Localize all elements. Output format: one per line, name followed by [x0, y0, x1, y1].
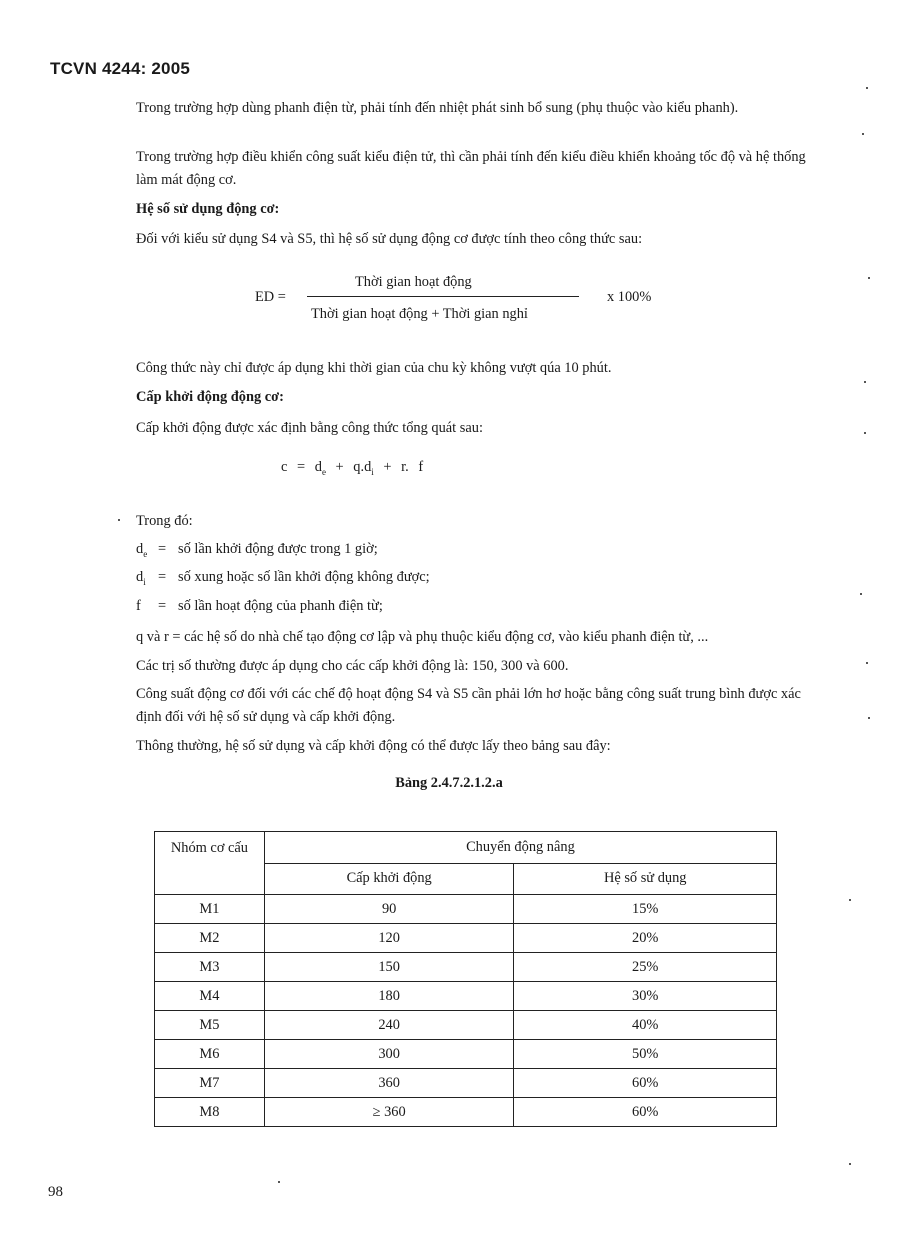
- table-header-start-class: Cấp khởi động: [264, 863, 514, 895]
- paragraph-usage-formula-intro: Đối với kiểu sử dụng S4 và S5, thì hệ số sử dụng động cơ được tính theo công thức sau:: [136, 231, 643, 247]
- scan-speck: [118, 519, 120, 521]
- formula-c-term-qdi: $q.d_i$: [353, 459, 374, 477]
- definition-text: số lần khởi động được trong 1 giờ;: [178, 541, 378, 557]
- paragraph-typical-values: Các trị số thường được áp dụng cho các cấp khởi động là: 150, 300 và 600.: [136, 658, 569, 674]
- definition-row: [136, 569, 430, 587]
- scan-speck: [278, 1181, 280, 1183]
- formula-c-plus: +: [383, 459, 392, 475]
- paragraph-where: Trong đó:: [136, 513, 193, 529]
- page-number: 98: [48, 1184, 63, 1200]
- table-cell-start: 90: [264, 895, 514, 924]
- formula-c-lhs: c: [281, 459, 288, 475]
- scan-speck: [849, 1163, 851, 1165]
- formula-c-term-rf: r. f: [401, 459, 424, 475]
- table-cell-usage: 15%: [514, 895, 777, 924]
- formula-ed-multiplier: x 100%: [607, 289, 652, 305]
- table-cell-group: M3: [155, 953, 265, 982]
- definition-text: số xung hoặc số lần khởi động không được;: [178, 569, 430, 585]
- formula-ed-lhs: ED =: [255, 289, 286, 305]
- definition-text: số lần hoạt động của phanh điện từ;: [178, 598, 383, 614]
- paragraph-cycle-limit: Công thức này chỉ được áp dụng khi thời gian của chu kỳ không vượt qúa 10 phút.: [136, 360, 612, 376]
- scan-speck: [864, 381, 866, 383]
- table-cell-start: 150: [264, 953, 514, 982]
- table-cell-start: ≥ 360: [264, 1098, 514, 1127]
- document-standard-header: TCVN 4244: 2005: [50, 59, 191, 78]
- scan-speck: [868, 277, 870, 279]
- paragraph-start-formula-intro: Cấp khởi động được xác định bằng công thức tổng quát sau:: [136, 420, 483, 436]
- heading-usage-factor: Hệ số sử dụng động cơ:: [136, 201, 280, 217]
- table-cell-start: 240: [264, 1011, 514, 1040]
- table-cell-group: M8: [155, 1098, 265, 1127]
- table-cell-usage: 50%: [514, 1040, 777, 1069]
- paragraph-electronic-control: Trong trường hợp điều khiển công suất kiểu điện tử, thì cần phải tính đến kiểu điều khiển khoảng tốc độ và hệ thống làm mát động cơ.: [136, 149, 806, 188]
- table-row: [155, 895, 777, 924]
- table-cell-start: 360: [264, 1069, 514, 1098]
- table-row: [155, 953, 777, 982]
- heading-start-class: Cấp khởi động động cơ:: [136, 389, 284, 405]
- table-row: [155, 1011, 777, 1040]
- scan-speck: [862, 133, 864, 135]
- table-cell-usage: 60%: [514, 1069, 777, 1098]
- table-caption: Bảng 2.4.7.2.1.2.a: [395, 775, 503, 791]
- formula-c-term-de: $d_e$: [314, 459, 326, 477]
- table-header-usage-factor: Hệ số sử dụng: [514, 863, 777, 895]
- formula-c: [281, 459, 423, 477]
- definition-equals: =: [158, 598, 167, 614]
- scan-speck: [866, 87, 868, 89]
- table-header-group: Nhóm cơ cấu: [155, 832, 265, 895]
- table-cell-start: 180: [264, 982, 514, 1011]
- definition-row: [136, 541, 378, 559]
- formula-ed: [255, 272, 695, 332]
- table-cell-usage: 60%: [514, 1098, 777, 1127]
- table-row: [155, 1040, 777, 1069]
- table-cell-usage: 20%: [514, 924, 777, 953]
- table-row: [155, 982, 777, 1011]
- table-row: [155, 1069, 777, 1098]
- table-header-hoist-motion: Chuyển động nâng: [264, 832, 776, 864]
- definition-symbol: $d_e$: [136, 541, 148, 559]
- formula-ed-numerator: Thời gian hoạt động: [355, 274, 472, 290]
- table-cell-group: M6: [155, 1040, 265, 1069]
- table-cell-usage: 25%: [514, 953, 777, 982]
- paragraph-table-intro: Thông thường, hệ số sử dụng và cấp khởi động có thể được lấy theo bảng sau đây:: [136, 738, 611, 754]
- paragraph-electromagnetic-brake: Trong trường hợp dùng phanh điện từ, phải tính đến nhiệt phát sinh bổ sung (phụ thuộc vào kiểu phanh).: [136, 100, 739, 116]
- table-row: [155, 924, 777, 953]
- scan-speck: [868, 717, 870, 719]
- table-cell-group: M4: [155, 982, 265, 1011]
- table-cell-start: 300: [264, 1040, 514, 1069]
- formula-ed-fraction-bar: [307, 296, 579, 297]
- usage-start-class-table: [154, 831, 777, 1127]
- table-cell-group: M5: [155, 1011, 265, 1040]
- scan-speck: [860, 593, 862, 595]
- table-cell-usage: 40%: [514, 1011, 777, 1040]
- definition-equals: =: [158, 569, 167, 585]
- formula-c-plus: +: [335, 459, 344, 475]
- table-cell-group: M7: [155, 1069, 265, 1098]
- scan-speck: [864, 432, 866, 434]
- definition-row: [136, 598, 383, 616]
- formula-ed-denominator: Thời gian hoạt động + Thời gian nghỉ: [311, 306, 528, 322]
- table-header-row: [155, 832, 777, 864]
- definition-symbol: f: [136, 598, 141, 614]
- paragraph-motor-power: Công suất động cơ đối với các chế độ hoạt động S4 và S5 cần phải lớn hơ hoặc bằng công suất trung bình được xác định đối với hệ số sử dụng và cấp khởi động.: [136, 686, 801, 725]
- paragraph-coefficients-qr: q và r = các hệ số do nhà chế tạo động cơ lập và phụ thuộc kiểu động cơ, vào kiểu phanh điện từ, ...: [136, 629, 709, 645]
- table-cell-group: M2: [155, 924, 265, 953]
- table-cell-usage: 30%: [514, 982, 777, 1011]
- scan-speck: [866, 662, 868, 664]
- table-cell-start: 120: [264, 924, 514, 953]
- table-row: [155, 1098, 777, 1127]
- formula-c-equals: =: [297, 459, 306, 475]
- scan-speck: [849, 899, 851, 901]
- definition-equals: =: [158, 541, 167, 557]
- table-cell-group: M1: [155, 895, 265, 924]
- definition-symbol: $d_i$: [136, 569, 146, 587]
